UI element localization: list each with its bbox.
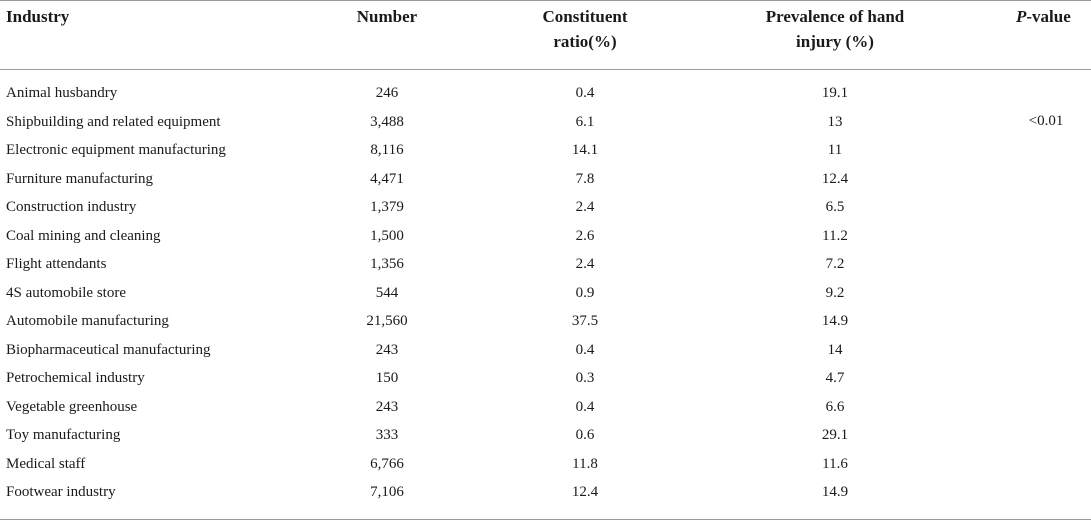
prevalence-cell: 13 [827,113,843,130]
prevalence-cell: 14 [827,341,843,358]
prevalence-cell: 6.6 [825,398,845,415]
prevalence-cell: 14.9 [821,484,849,500]
industry-cell: Vegetable greenhouse [6,398,138,415]
prevalence-cell: 7.2 [825,256,845,272]
ratio-cell: 14.1 [571,142,599,158]
ratio-cell: 6.1 [575,113,595,130]
header-prevalence [735,4,935,54]
prevalence-cell: 14.9 [821,313,849,329]
number-cell: 21,560 [366,313,408,329]
industry-cell: Animal husbandry [6,85,118,101]
number-cell: 243 [375,398,399,415]
header-prev-line2: injury (%) [796,32,874,51]
number-cell: 1,356 [370,256,404,272]
prevalence-cell: 9.2 [825,284,845,301]
ratio-cell: 0.9 [575,284,595,301]
header-p-italic: P [1016,7,1027,26]
number-cell: 150 [375,370,399,386]
industry-cell: Medical staff [6,455,86,472]
ratio-cell: 0.4 [575,398,595,415]
number-cell: 243 [375,341,399,358]
industry-cell: Flight attendants [6,256,107,272]
table-row [0,222,1091,251]
industry-cell: 4S automobile store [6,284,126,301]
table-row [0,136,1091,165]
table-row [0,165,1091,194]
header-ratio-line2: ratio(%) [553,32,617,51]
industry-cell: Toy manufacturing [6,427,121,443]
table-row [0,421,1091,450]
industry-cell: Construction industry [6,199,137,215]
header-constituent-ratio [515,4,655,54]
header-rule [0,69,1091,70]
ratio-cell: 2.6 [575,227,595,244]
header-prev-line1: Prevalence of hand [765,7,905,26]
header-ratio-line1: Constituent [542,7,628,26]
prevalence-cell: 6.5 [825,199,845,215]
industry-cell: Automobile manufacturing [6,313,169,329]
p-value-cell: <0.01 [1028,113,1064,129]
number-cell: 333 [375,427,399,443]
number-cell: 1,379 [370,199,404,215]
prevalence-cell: 11.6 [822,455,848,472]
header-p-value [1016,4,1071,29]
table-row [0,108,1091,137]
table-row [0,364,1091,393]
prevalence-cell: 4.7 [825,370,845,386]
number-cell: 8,116 [370,142,404,158]
table-row [0,336,1091,365]
table-row [0,450,1091,479]
ratio-cell: 2.4 [575,199,595,215]
ratio-cell: 12.4 [571,484,599,500]
ratio-cell: 0.6 [575,427,595,443]
number-cell: 544 [375,284,399,301]
industry-cell: Biopharmaceutical manufacturing [6,341,211,358]
ratio-cell: 2.4 [575,256,595,272]
table-body [0,79,1091,507]
prevalence-cell: 19.1 [821,85,849,101]
number-cell: 7,106 [370,484,404,500]
ratio-cell: 0.3 [575,370,595,386]
table-row [0,478,1091,507]
prevalence-cell: 12.4 [821,170,849,187]
industry-cell: Footwear industry [6,484,116,500]
industry-cell: Coal mining and cleaning [6,227,161,244]
industry-cell: Furniture manufacturing [6,170,154,187]
ratio-cell: 0.4 [575,85,595,101]
bottom-rule [0,519,1091,520]
table-row [0,279,1091,308]
table-row [0,250,1091,279]
number-cell: 3,488 [370,113,404,130]
prevalence-cell: 11 [827,142,843,158]
number-cell: 1,500 [370,227,404,244]
number-cell: 6,766 [370,455,404,472]
industry-cell: Shipbuilding and related equipment [6,113,221,130]
header-p-rest: -value [1026,7,1071,26]
header-number: Number [356,7,418,26]
ratio-cell: 37.5 [571,313,599,329]
number-cell: 4,471 [370,170,404,187]
prevalence-cell: 29.1 [821,427,849,443]
table-row [0,193,1091,222]
top-rule [0,0,1091,1]
table-row [0,79,1091,108]
prevalence-cell: 11.2 [822,227,848,244]
number-cell: 246 [375,85,399,101]
industry-cell: Petrochemical industry [6,370,145,386]
industry-cell: Electronic equipment manufacturing [6,142,226,158]
header-industry: Industry [6,7,70,26]
table-row [0,307,1091,336]
ratio-cell: 0.4 [575,341,595,358]
ratio-cell: 7.8 [575,170,595,187]
ratio-cell: 11.8 [572,455,598,472]
table-row [0,393,1091,422]
